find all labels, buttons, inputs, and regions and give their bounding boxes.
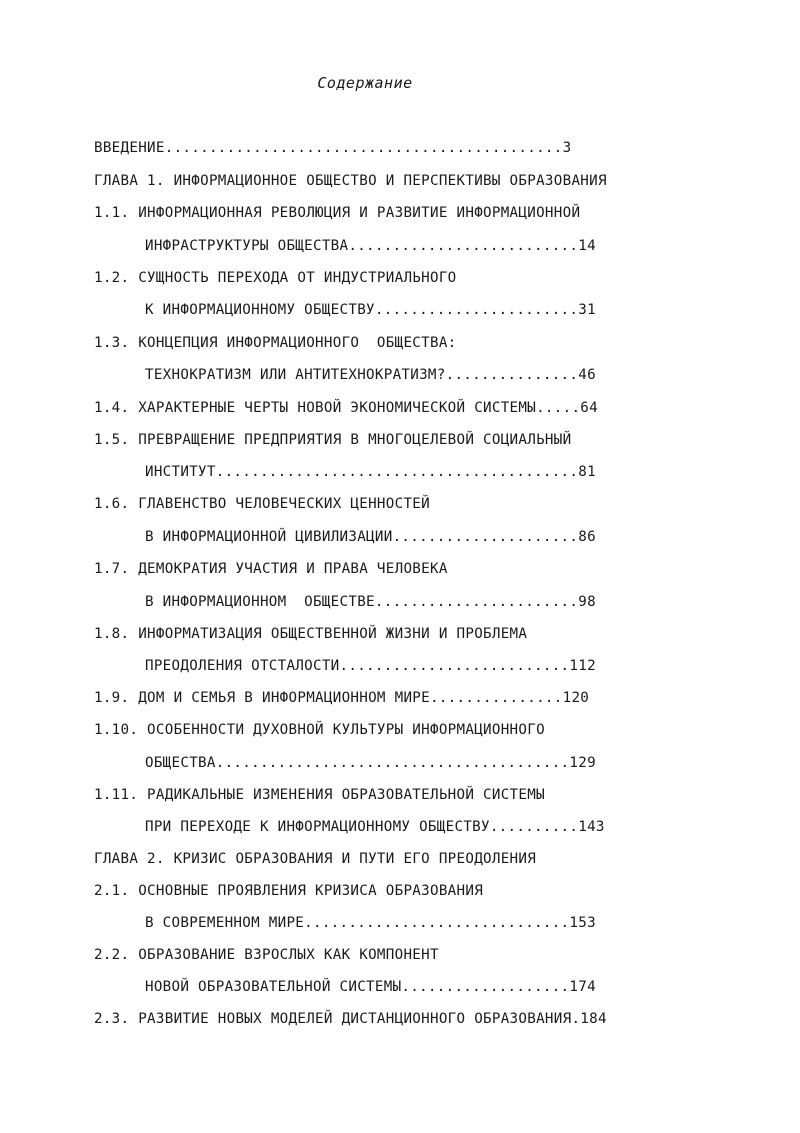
toc-line-1-11: 1.11. РАДИКАЛЬНЫЕ ИЗМЕНЕНИЯ ОБРАЗОВАТЕЛЬНОЙ СИСТЕМЫ <box>94 787 545 803</box>
toc-line-1-6: 1.6. ГЛАВЕНСТВО ЧЕЛОВЕЧЕСКИХ ЦЕННОСТЕЙ <box>94 496 430 512</box>
toc-line-1-5: 1.5. ПРЕВРАЩЕНИЕ ПРЕДПРИЯТИЯ В МНОГОЦЕЛЕВОЙ СОЦИАЛЬНЫЙ <box>94 432 572 448</box>
toc-line-1-6-cont: В ИНФОРМАЦИОННОЙ ЦИВИЛИЗАЦИИ.....................86 <box>145 529 596 545</box>
toc-line-1-5-cont: ИНСТИТУТ.........................................81 <box>145 464 596 480</box>
toc-line-chapter-2: ГЛАВА 2. КРИЗИС ОБРАЗОВАНИЯ И ПУТИ ЕГО ПРЕОДОЛЕНИЯ <box>94 851 537 867</box>
toc-line-2-1-cont: В СОВРЕМЕННОМ МИРЕ..............................153 <box>145 915 596 931</box>
toc-line-1-2: 1.2. СУЩНОСТЬ ПЕРЕХОДА ОТ ИНДУСТРИАЛЬНОГО <box>94 270 457 286</box>
toc-line-1-3-cont: ТЕХНОКРАТИЗМ ИЛИ АНТИТЕХНОКРАТИЗМ?...............46 <box>145 367 596 383</box>
toc-line-2-2-cont: НОВОЙ ОБРАЗОВАТЕЛЬНОЙ СИСТЕМЫ...................174 <box>145 979 596 995</box>
toc-line-1-10: 1.10. ОСОБЕННОСТИ ДУХОВНОЙ КУЛЬТУРЫ ИНФОРМАЦИОННОГО <box>94 722 545 738</box>
toc-line-introduction: ВВЕДЕНИЕ.............................................3 <box>94 140 572 156</box>
toc-line-1-7-cont: В ИНФОРМАЦИОННОМ ОБЩЕСТВЕ.......................98 <box>145 594 596 610</box>
toc-line-2-2: 2.2. ОБРАЗОВАНИЕ ВЗРОСЛЫХ КАК КОМПОНЕНТ <box>94 947 439 963</box>
toc-line-1-1: 1.1. ИНФОРМАЦИОННАЯ РЕВОЛЮЦИЯ И РАЗВИТИЕ ИНФОРМАЦИОННОЙ <box>94 205 581 221</box>
toc-line-2-3: 2.3. РАЗВИТИЕ НОВЫХ МОДЕЛЕЙ ДИСТАНЦИОННОГО ОБРАЗОВАНИЯ.184 <box>94 1011 607 1027</box>
toc-line-chapter-1: ГЛАВА 1. ИНФОРМАЦИОННОЕ ОБЩЕСТВО И ПЕРСПЕКТИВЫ ОБРАЗОВАНИЯ <box>94 173 607 189</box>
toc-line-1-9: 1.9. ДОМ И СЕМЬЯ В ИНФОРМАЦИОННОМ МИРЕ...............120 <box>94 690 590 706</box>
toc-line-1-1-cont: ИНФРАСТРУКТУРЫ ОБЩЕСТВА..........................14 <box>145 238 596 254</box>
toc-line-2-1: 2.1. ОСНОВНЫЕ ПРОЯВЛЕНИЯ КРИЗИСА ОБРАЗОВАНИЯ <box>94 883 484 899</box>
toc-line-1-7: 1.7. ДЕМОКРАТИЯ УЧАСТИЯ И ПРАВА ЧЕЛОВЕКА <box>94 561 448 577</box>
toc-line-1-10-cont: ОБЩЕСТВА........................................129 <box>145 755 596 771</box>
page-title: Содержание <box>317 74 413 92</box>
toc-line-1-8-cont: ПРЕОДОЛЕНИЯ ОТСТАЛОСТИ..........................112 <box>145 658 596 674</box>
toc-line-1-11-cont: ПРИ ПЕРЕХОДЕ К ИНФОРМАЦИОННОМУ ОБЩЕСТВУ..........143 <box>145 819 605 835</box>
toc-line-1-8: 1.8. ИНФОРМАТИЗАЦИЯ ОБЩЕСТВЕННОЙ ЖИЗНИ И ПРОБЛЕМА <box>94 626 528 642</box>
toc-line-1-4: 1.4. ХАРАКТЕРНЫЕ ЧЕРТЫ НОВОЙ ЭКОНОМИЧЕСКОЙ СИСТЕМЫ.....64 <box>94 400 598 416</box>
toc-line-1-3: 1.3. КОНЦЕПЦИЯ ИНФОРМАЦИОННОГО ОБЩЕСТВА: <box>94 335 457 351</box>
toc-line-1-2-cont: К ИНФОРМАЦИОННОМУ ОБЩЕСТВУ.......................31 <box>145 302 596 318</box>
